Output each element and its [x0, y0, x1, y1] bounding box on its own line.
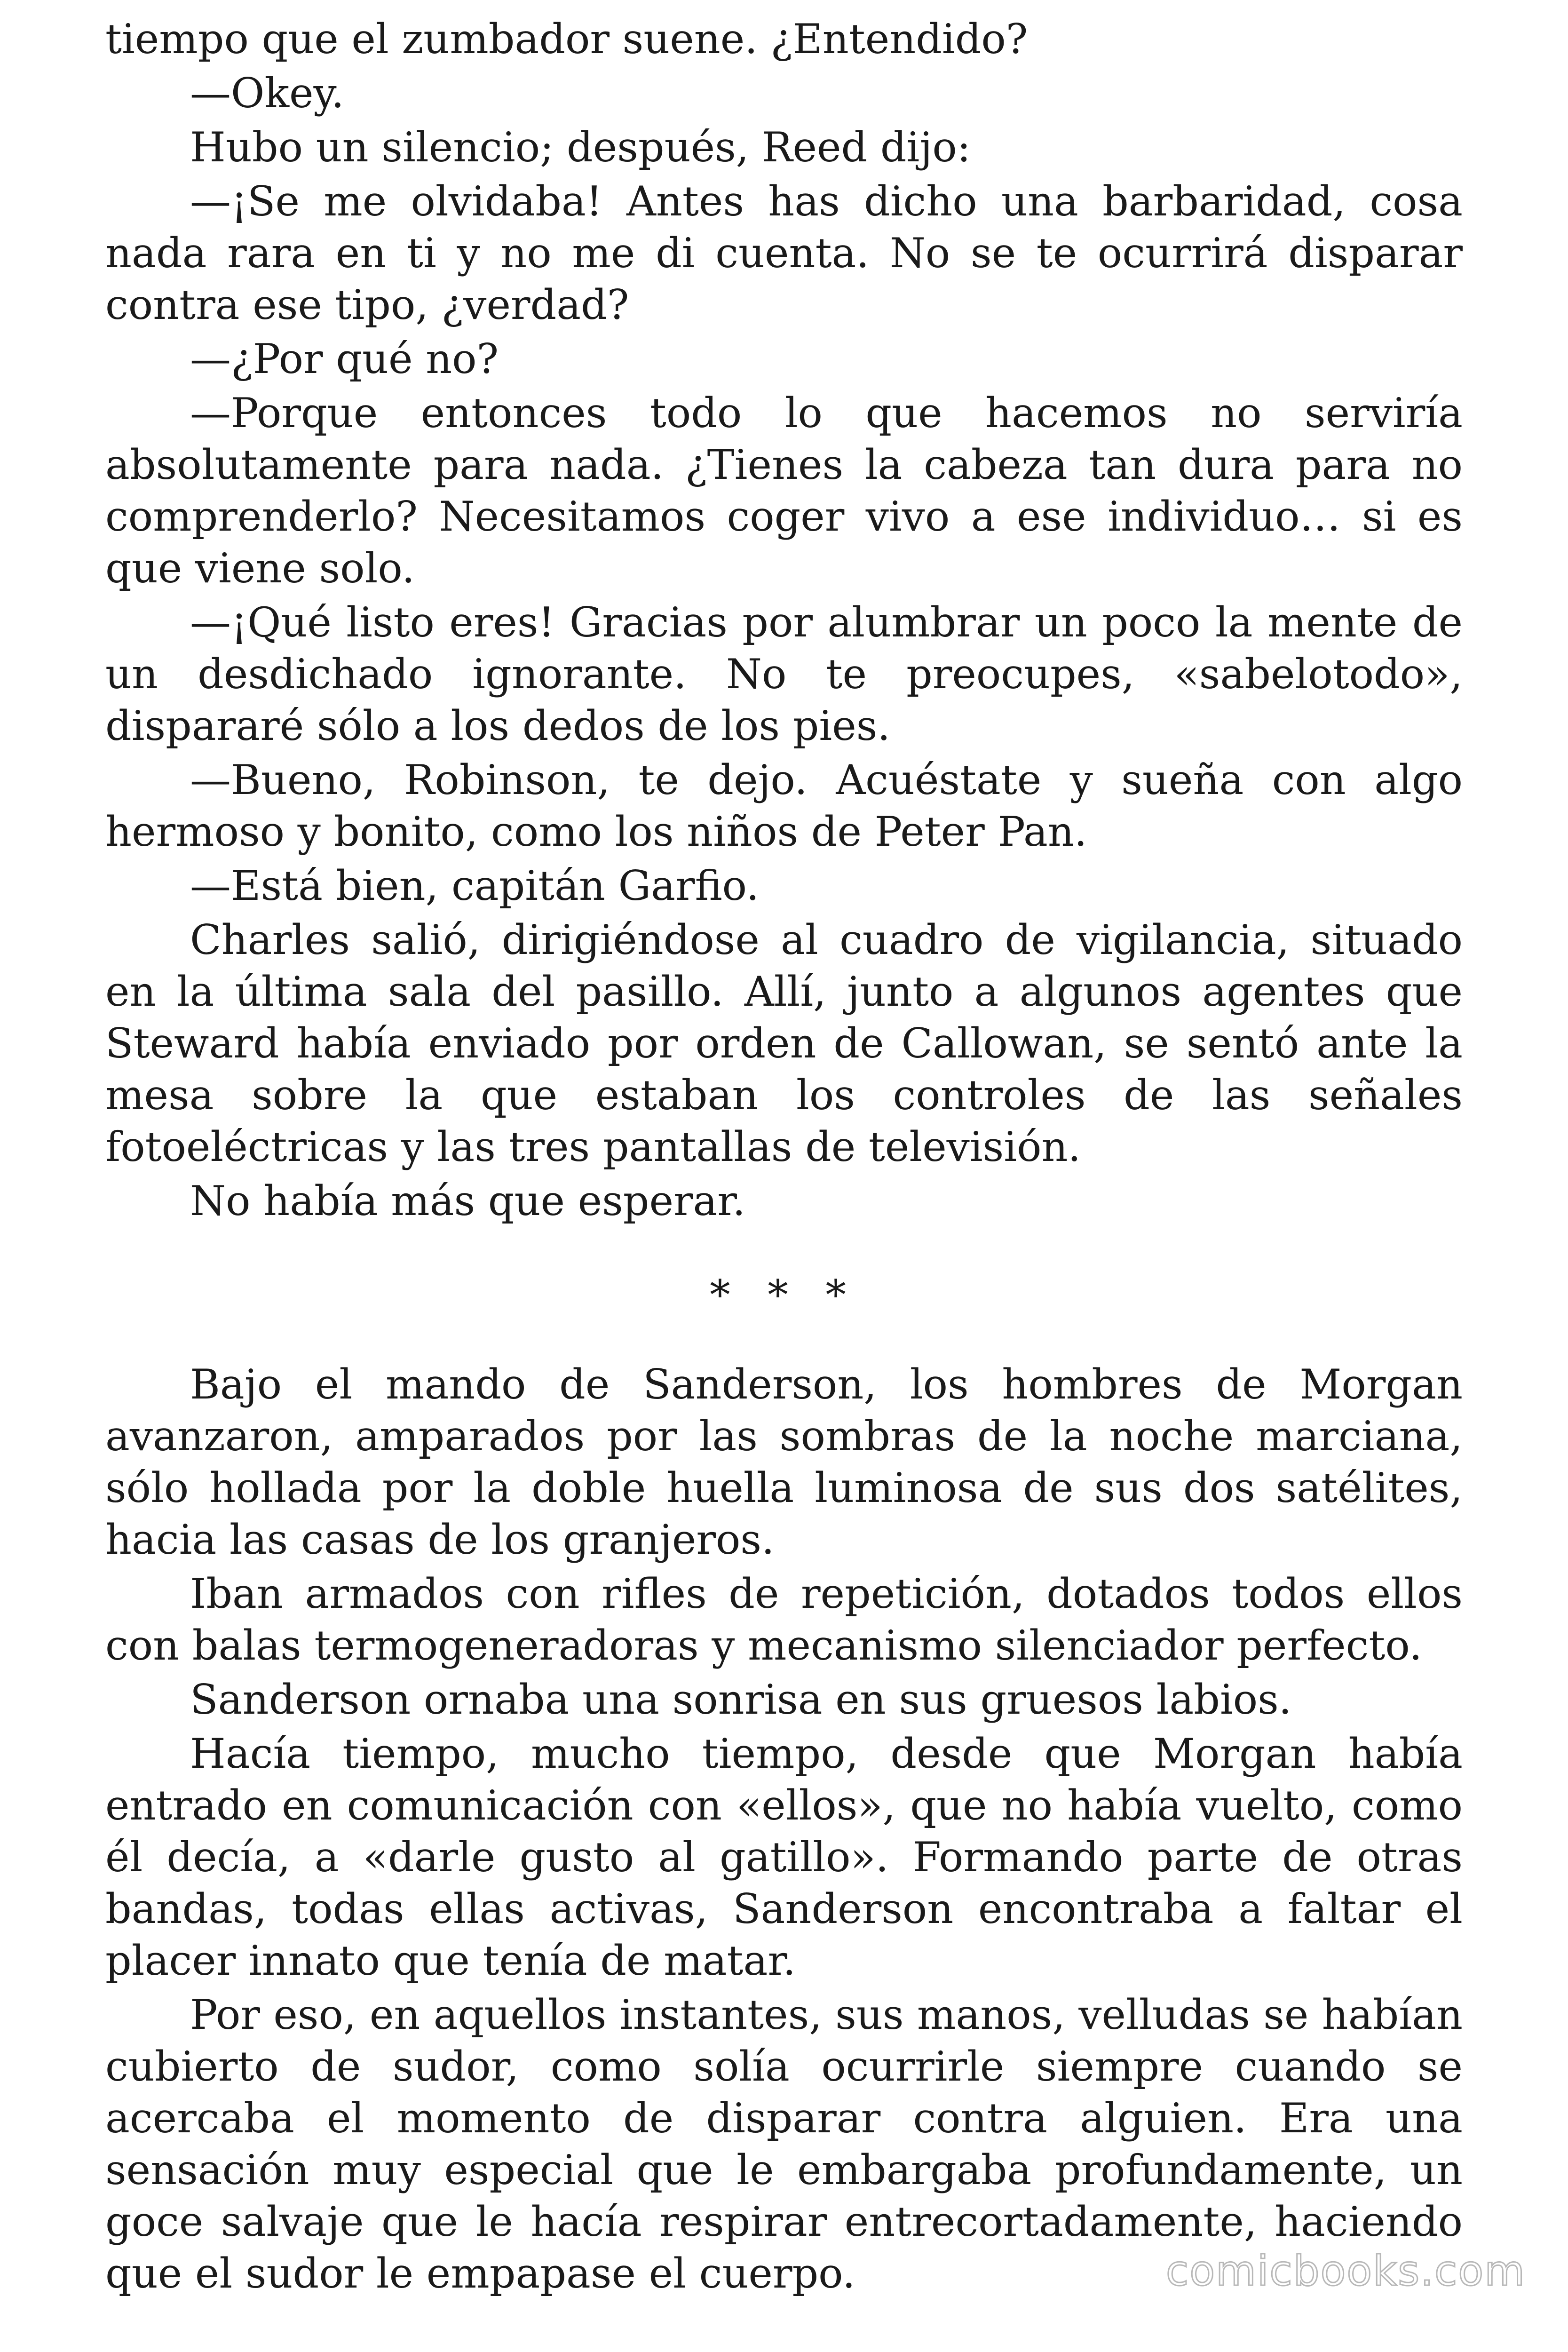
scene-break-separator: * * *	[710, 1271, 858, 1319]
paragraph: No había más que esperar.	[190, 1177, 746, 1225]
watermark-text: comicbooks.com	[1165, 2247, 1526, 2295]
book-page	[105, 13, 1463, 2302]
text-section-top	[105, 13, 1463, 1227]
paragraph: —¡Qué listo eres! Gracias por alumbrar un poco la mente de un desdichado ignorante. No te preocupes, «sabelotodo», dispararé sólo a los dedos de los pies.	[105, 598, 1463, 750]
paragraph: —¡Se me olvidaba! Antes has dicho una barbaridad, cosa nada rara en ti y no me di cuenta. No se te ocurrirá disparar contra ese tipo, ¿verdad?	[105, 177, 1463, 329]
paragraph: Bajo el mando de Sanderson, los hombres de Morgan avanzaron, amparados por las sombras de la noche marciana, sólo hollada por la doble huella luminosa de sus dos satélites, hacia las casas de los granjeros.	[105, 1360, 1463, 1564]
paragraph: —Porque entonces todo lo que hacemos no serviría absolutamente para nada. ¿Tienes la cabeza tan dura para no comprenderlo? Necesitamos coger vivo a ese individuo… si es que viene solo.	[105, 389, 1463, 592]
paragraph: Sanderson ornaba una sonrisa en sus gruesos labios.	[190, 1676, 1292, 1724]
paragraph: Hacía tiempo, mucho tiempo, desde que Morgan había entrado en comunicación con «ellos», que no había vuelto, como él decía, a «darle gusto al gatillo». Formando parte de otras bandas, todas ellas activas, Sanderson encontraba a faltar el placer innato que tenía de matar.	[105, 1730, 1463, 1985]
paragraph: Iban armados con rifles de repetición, dotados todos ellos con balas termogeneradoras y mecanismo silenciador perfecto.	[105, 1570, 1463, 1669]
paragraph: —Bueno, Robinson, te dejo. Acuéstate y sueña con algo hermoso y bonito, como los niños de Peter Pan.	[105, 756, 1463, 856]
paragraph: tiempo que el zumbador suene. ¿Entendido?	[105, 15, 1028, 63]
text-section-bottom	[105, 1359, 1463, 2299]
paragraph: —Okey.	[190, 69, 344, 117]
paragraph: Por eso, en aquellos instantes, sus manos, velludas se habían cubierto de sudor, como solía ocurrirle siempre cuando se acercaba el momento de disparar contra alguien. Era una sensación muy especial que le embargaba profundamente, un goce salvaje que le hacía respirar entrecortadamente, haciendo que el sudor le empapase el cuerpo.	[105, 1991, 1463, 2297]
paragraph: —Está bien, capitán Garfio.	[190, 862, 760, 910]
paragraph: Charles salió, dirigiéndose al cuadro de vigilancia, situado en la última sala del pasillo. Allí, junto a algunos agentes que Steward había enviado por orden de Callowan, se sentó ante la mesa sobre la que estaban los controles de las señales fotoeléctricas y las tres pantallas de televisión.	[105, 916, 1463, 1171]
paragraph: —¿Por qué no?	[190, 335, 499, 383]
paragraph: Hubo un silencio; después, Reed dijo:	[190, 123, 971, 171]
